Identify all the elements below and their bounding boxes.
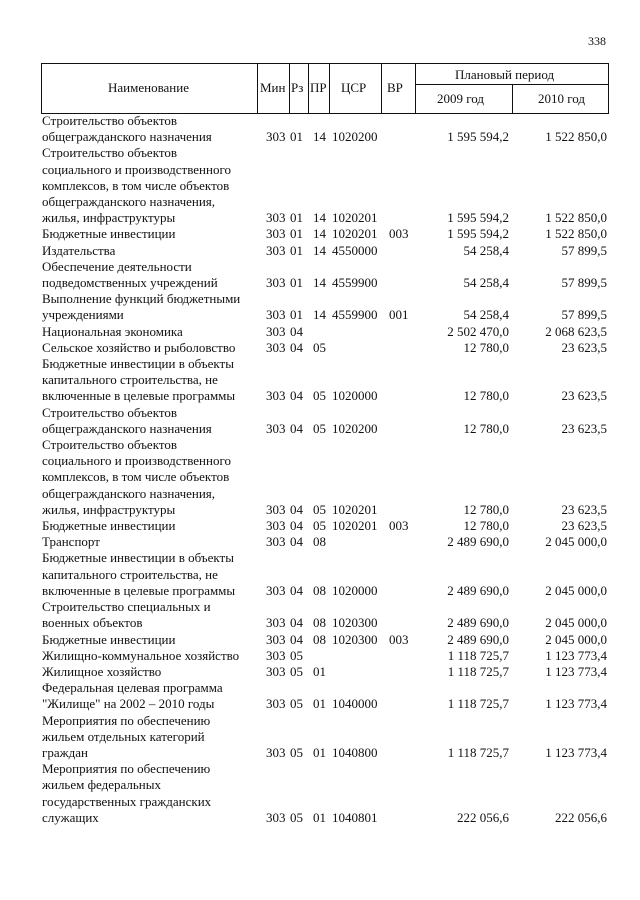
- code-rz: 05: [290, 744, 303, 760]
- value-2009: 1 118 725,7: [447, 647, 509, 663]
- value-2010: 23 623,5: [561, 388, 607, 404]
- value-2010: 2 045 000,0: [545, 631, 607, 647]
- row-name-line: общегражданского назначения,: [42, 485, 216, 501]
- table-row: [0, 259, 640, 291]
- code-rz: 04: [290, 323, 303, 339]
- table-row: [0, 761, 640, 826]
- row-name: [42, 648, 262, 664]
- header-name: Наименование: [108, 80, 189, 95]
- row-name: [42, 680, 262, 712]
- row-name-line: Бюджетные инвестиции: [42, 226, 176, 242]
- code-csr: 1040800: [332, 744, 378, 760]
- table-row: [0, 550, 640, 599]
- row-name-line: Обеспечение деятельности: [42, 258, 192, 274]
- row-name: [42, 632, 262, 648]
- table-row: [0, 291, 640, 323]
- table-row: [0, 664, 640, 680]
- row-name-line: включенные в целевые программы: [42, 582, 236, 598]
- row-name: [42, 324, 262, 340]
- value-2010: 57 899,5: [561, 307, 607, 323]
- code-vr: 001: [389, 307, 409, 323]
- value-2010: 1 522 850,0: [545, 210, 607, 226]
- row-name-line: Федеральная целевая программа: [42, 680, 223, 696]
- header-subdivider: [415, 84, 608, 85]
- row-name-line: комплексов, в том числе объектов: [42, 177, 230, 193]
- code-csr: 4550000: [332, 242, 378, 258]
- code-min: 303: [266, 323, 286, 339]
- row-name-line: государственных гражданских: [42, 793, 212, 809]
- value-2009: 2 489 690,0: [447, 631, 509, 647]
- row-name: [42, 713, 262, 762]
- value-2010: 1 522 850,0: [545, 226, 607, 242]
- code-rz: 04: [290, 615, 303, 631]
- code-min: 303: [266, 647, 286, 663]
- value-2009: 1 595 594,2: [447, 129, 509, 145]
- row-name-line: Бюджетные инвестиции в объекты: [42, 356, 234, 372]
- code-pr: 14: [313, 275, 326, 291]
- code-rz: 01: [290, 307, 303, 323]
- code-rz: 04: [290, 631, 303, 647]
- row-name-line: Национальная экономика: [42, 323, 183, 339]
- value-2009: 2 489 690,0: [447, 582, 509, 598]
- value-2009: 12 780,0: [463, 501, 509, 517]
- code-rz: 04: [290, 420, 303, 436]
- row-name-line: жильем отдельных категорий: [42, 728, 205, 744]
- table-row: [0, 680, 640, 712]
- value-2010: 57 899,5: [561, 242, 607, 258]
- row-name-line: подведомственных учреждений: [42, 275, 218, 291]
- row-name: [42, 405, 262, 437]
- value-2009: 1 595 594,2: [447, 210, 509, 226]
- row-name: [42, 534, 262, 550]
- code-vr: 003: [389, 226, 409, 242]
- row-name-line: Транспорт: [42, 534, 100, 550]
- code-rz: 05: [290, 647, 303, 663]
- table-row: [0, 243, 640, 259]
- value-2010: 1 522 850,0: [545, 129, 607, 145]
- row-name-line: общегражданского назначения,: [42, 194, 216, 210]
- code-min: 303: [266, 275, 286, 291]
- row-name-line: служащих: [42, 809, 99, 825]
- code-pr: 08: [313, 631, 326, 647]
- table-row: [0, 599, 640, 631]
- code-csr: 1020200: [332, 420, 378, 436]
- header-divider: [381, 64, 382, 113]
- value-2010: 23 623,5: [561, 420, 607, 436]
- code-min: 303: [266, 339, 286, 355]
- code-vr: 003: [389, 518, 409, 534]
- code-pr: 01: [313, 696, 326, 712]
- value-2010: 23 623,5: [561, 518, 607, 534]
- row-name: [42, 226, 262, 242]
- header-year-2010: 2010 год: [538, 91, 585, 106]
- value-2009: 54 258,4: [463, 275, 509, 291]
- table-row: [0, 145, 640, 226]
- page-number: 338: [588, 34, 606, 48]
- code-pr: 08: [313, 582, 326, 598]
- value-2009: 2 502 470,0: [447, 323, 509, 339]
- value-2010: 1 123 773,4: [545, 663, 607, 679]
- code-rz: 05: [290, 696, 303, 712]
- row-name-line: социального и производственного: [42, 161, 231, 177]
- code-min: 303: [266, 518, 286, 534]
- code-csr: 1020000: [332, 582, 378, 598]
- code-min: 303: [266, 420, 286, 436]
- value-2010: 57 899,5: [561, 275, 607, 291]
- code-pr: 08: [313, 615, 326, 631]
- code-csr: 4559900: [332, 275, 378, 291]
- code-pr: 14: [313, 210, 326, 226]
- code-pr: 05: [313, 518, 326, 534]
- row-name-line: жилья, инфраструктуры: [42, 501, 176, 517]
- code-rz: 01: [290, 226, 303, 242]
- code-csr: 1020300: [332, 615, 378, 631]
- code-pr: 05: [313, 388, 326, 404]
- code-min: 303: [266, 307, 286, 323]
- table-row: [0, 324, 640, 340]
- table-row: [0, 518, 640, 534]
- row-name-line: жильем федеральных: [42, 777, 161, 793]
- row-name-line: Строительство специальных и: [42, 599, 211, 615]
- code-pr: 01: [313, 809, 326, 825]
- row-name-line: Бюджетные инвестиции в объекты: [42, 550, 234, 566]
- value-2010: 1 123 773,4: [545, 696, 607, 712]
- code-min: 303: [266, 582, 286, 598]
- code-min: 303: [266, 696, 286, 712]
- code-csr: 1020201: [332, 501, 378, 517]
- code-csr: 4559900: [332, 307, 378, 323]
- table-header: [41, 63, 609, 114]
- code-pr: 05: [313, 501, 326, 517]
- code-pr: 14: [313, 307, 326, 323]
- code-pr: 01: [313, 744, 326, 760]
- code-rz: 04: [290, 534, 303, 550]
- row-name-line: Бюджетные инвестиции: [42, 631, 176, 647]
- code-min: 303: [266, 210, 286, 226]
- code-csr: 1020300: [332, 631, 378, 647]
- code-vr: 003: [389, 631, 409, 647]
- row-name-line: граждан: [42, 744, 88, 760]
- header-pr: ПР: [310, 80, 327, 95]
- row-name-line: жилья, инфраструктуры: [42, 210, 176, 226]
- header-csr: ЦСР: [341, 80, 367, 95]
- header-divider: [512, 84, 513, 113]
- table-row: [0, 713, 640, 762]
- value-2010: 1 123 773,4: [545, 647, 607, 663]
- row-name-line: включенные в целевые программы: [42, 388, 236, 404]
- row-name-line: Жилищно-коммунальное хозяйство: [42, 647, 240, 663]
- code-pr: 05: [313, 420, 326, 436]
- code-min: 303: [266, 631, 286, 647]
- row-name: [42, 437, 262, 518]
- row-name-line: Бюджетные инвестиции: [42, 518, 176, 534]
- code-min: 303: [266, 242, 286, 258]
- row-name-line: Строительство объектов: [42, 113, 177, 128]
- table-row: [0, 226, 640, 242]
- row-name: [42, 145, 262, 226]
- table-row: [0, 340, 640, 356]
- code-pr: 08: [313, 534, 326, 550]
- code-csr: 1020201: [332, 226, 378, 242]
- table-row: [0, 534, 640, 550]
- code-csr: 1020200: [332, 129, 378, 145]
- value-2009: 12 780,0: [463, 420, 509, 436]
- header-planned-period: Плановый период: [455, 67, 555, 82]
- row-name-line: общегражданского назначения: [42, 420, 212, 436]
- code-rz: 01: [290, 242, 303, 258]
- row-name: [42, 550, 262, 599]
- value-2009: 1 118 725,7: [447, 696, 509, 712]
- table-row: [0, 648, 640, 664]
- value-2010: 2 045 000,0: [545, 615, 607, 631]
- code-rz: 01: [290, 129, 303, 145]
- code-rz: 04: [290, 501, 303, 517]
- header-rz: Рз: [291, 80, 304, 95]
- code-csr: 1020000: [332, 388, 378, 404]
- row-name-line: Издательства: [42, 242, 116, 258]
- value-2009: 54 258,4: [463, 307, 509, 323]
- code-min: 303: [266, 388, 286, 404]
- code-csr: 1020201: [332, 518, 378, 534]
- row-name: [42, 761, 262, 826]
- value-2009: 222 056,6: [457, 809, 509, 825]
- row-name-line: военных объектов: [42, 615, 143, 631]
- row-name: [42, 664, 262, 680]
- value-2010: 23 623,5: [561, 501, 607, 517]
- code-min: 303: [266, 663, 286, 679]
- value-2009: 1 118 725,7: [447, 744, 509, 760]
- header-divider: [257, 64, 258, 113]
- value-2010: 23 623,5: [561, 339, 607, 355]
- value-2010: 2 045 000,0: [545, 582, 607, 598]
- code-rz: 01: [290, 210, 303, 226]
- value-2009: 2 489 690,0: [447, 534, 509, 550]
- row-name-line: Жилищное хозяйство: [42, 663, 162, 679]
- value-2010: 222 056,6: [555, 809, 607, 825]
- code-min: 303: [266, 809, 286, 825]
- row-name: [42, 356, 262, 405]
- value-2010: 2 068 623,5: [545, 323, 607, 339]
- value-2009: 1 118 725,7: [447, 663, 509, 679]
- code-pr: 14: [313, 129, 326, 145]
- row-name-line: Строительство объектов: [42, 145, 177, 161]
- row-name-line: капитального строительства, не: [42, 372, 218, 388]
- code-csr: 1040801: [332, 809, 378, 825]
- header-min: Мин: [260, 80, 286, 95]
- code-rz: 04: [290, 388, 303, 404]
- code-min: 303: [266, 534, 286, 550]
- row-name-line: социального и производственного: [42, 453, 231, 469]
- code-rz: 04: [290, 339, 303, 355]
- value-2010: 2 045 000,0: [545, 534, 607, 550]
- code-pr: 14: [313, 226, 326, 242]
- code-pr: 14: [313, 242, 326, 258]
- table-row: [0, 437, 640, 518]
- value-2010: 1 123 773,4: [545, 744, 607, 760]
- code-min: 303: [266, 501, 286, 517]
- row-name-line: комплексов, в том числе объектов: [42, 469, 230, 485]
- value-2009: 12 780,0: [463, 339, 509, 355]
- header-divider: [308, 64, 309, 113]
- code-min: 303: [266, 129, 286, 145]
- table-row: [0, 356, 640, 405]
- row-name: [42, 113, 262, 145]
- table-row: [0, 113, 640, 145]
- table-row: [0, 632, 640, 648]
- table-row: [0, 405, 640, 437]
- code-rz: 05: [290, 809, 303, 825]
- code-rz: 04: [290, 582, 303, 598]
- code-rz: 05: [290, 663, 303, 679]
- code-rz: 01: [290, 275, 303, 291]
- row-name-line: Строительство объектов: [42, 404, 177, 420]
- table-body: [0, 113, 640, 826]
- row-name: [42, 243, 262, 259]
- code-csr: 1020201: [332, 210, 378, 226]
- code-pr: 05: [313, 339, 326, 355]
- header-divider: [329, 64, 330, 113]
- header-divider: [415, 64, 416, 113]
- code-min: 303: [266, 744, 286, 760]
- code-min: 303: [266, 226, 286, 242]
- value-2009: 2 489 690,0: [447, 615, 509, 631]
- value-2009: 1 595 594,2: [447, 226, 509, 242]
- row-name-line: учреждениями: [42, 307, 124, 323]
- row-name: [42, 259, 262, 291]
- row-name: [42, 291, 262, 323]
- row-name: [42, 340, 262, 356]
- header-year-2009: 2009 год: [437, 91, 484, 106]
- row-name-line: общегражданского назначения: [42, 129, 212, 145]
- value-2009: 12 780,0: [463, 518, 509, 534]
- row-name-line: Сельское хозяйство и рыболовство: [42, 339, 236, 355]
- row-name-line: капитального строительства, не: [42, 566, 218, 582]
- code-min: 303: [266, 615, 286, 631]
- row-name: [42, 599, 262, 631]
- row-name-line: Строительство объектов: [42, 437, 177, 453]
- row-name-line: Мероприятия по обеспечению: [42, 761, 211, 777]
- code-rz: 04: [290, 518, 303, 534]
- header-divider: [289, 64, 290, 113]
- row-name-line: Выполнение функций бюджетными: [42, 291, 241, 307]
- row-name: [42, 518, 262, 534]
- code-pr: 01: [313, 663, 326, 679]
- value-2009: 12 780,0: [463, 388, 509, 404]
- row-name-line: Мероприятия по обеспечению: [42, 712, 211, 728]
- row-name-line: "Жилище" на 2002 – 2010 годы: [42, 696, 215, 712]
- code-csr: 1040000: [332, 696, 378, 712]
- header-vr: ВР: [387, 80, 403, 95]
- value-2009: 54 258,4: [463, 242, 509, 258]
